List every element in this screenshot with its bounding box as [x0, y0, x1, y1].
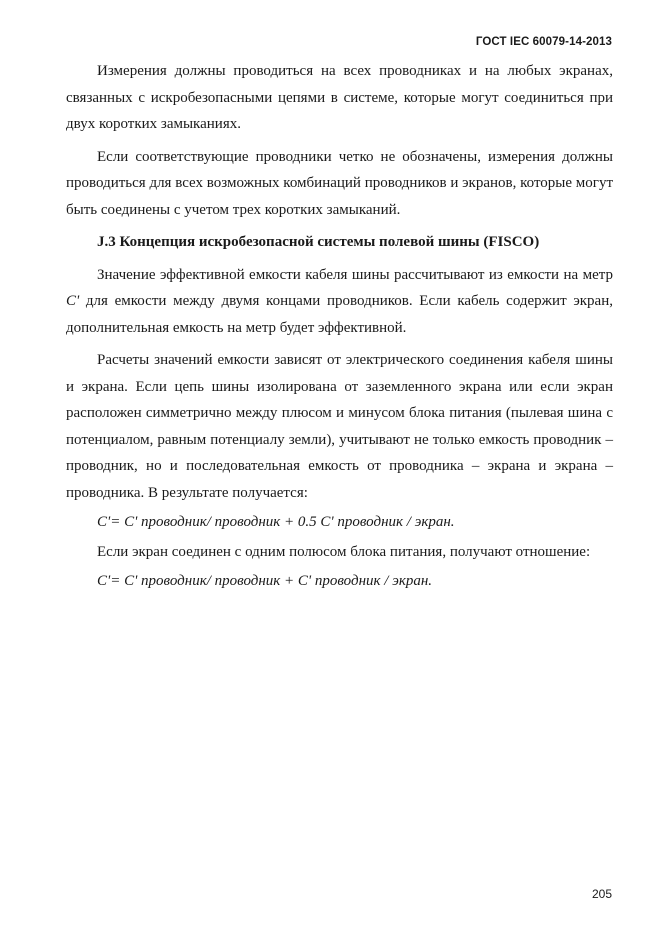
paragraph-effective-capacitance [66, 262, 613, 342]
paragraph-measurements-all-conductors: Измерения должны проводиться на всех проводниках и на любых экранах, связанных с искробезопасными цепями в системе, которые могут соединиться при двух коротких замыканиях. [66, 63, 613, 132]
paragraph-capacitance-calculations: Расчеты значений емкости зависят от электрического соединения кабеля шины и экрана. Если цепь шины изолирована от заземленного экрана или если экран расположен симметрично между плюсом и минусом блока питания (пылевая шина с потенциалом, равным потенциалу земли), учитывают не только емкость проводник – проводник, но и последовательная емкость от проводника – экрана и экрана – проводника. В результате получается: [66, 352, 613, 501]
formula-symmetric-shield: C'= C' проводник/ проводник + 0.5 C' проводник / экран. [97, 514, 455, 530]
paragraph-effective-capacitance-text-1: Значение эффективной емкости кабеля шины рассчитывают из емкости на метр [97, 266, 613, 283]
formula-shield-connected: C'= C' проводник/ проводник + C' проводник / экран. [97, 573, 433, 589]
paragraph-measurements-combinations: Если соответствующие проводники четко не обозначены, измерения должны проводиться для всех возможных комбинаций проводников и экранов, которые могут быть соединены с учетом трех коротких замыканий. [66, 148, 613, 218]
page-body [66, 58, 613, 595]
section-heading-j3: J.3 Концепция искробезопасной системы полевой шины (FISCO) [97, 234, 540, 250]
capacitance-symbol: C' [66, 293, 80, 309]
document-header-code: ГОСТ IEC 60079-14-2013 [475, 36, 612, 48]
paragraph-effective-capacitance-text-2: для емкости между двумя концами проводников. Если кабель содержит экран, дополнительная емкость на метр будет эффективной. [66, 293, 613, 336]
page-number: 205 [591, 887, 612, 901]
paragraph-shield-connected-pole: Если экран соединен с одним полюсом блока питания, получают отношение: [97, 543, 591, 560]
